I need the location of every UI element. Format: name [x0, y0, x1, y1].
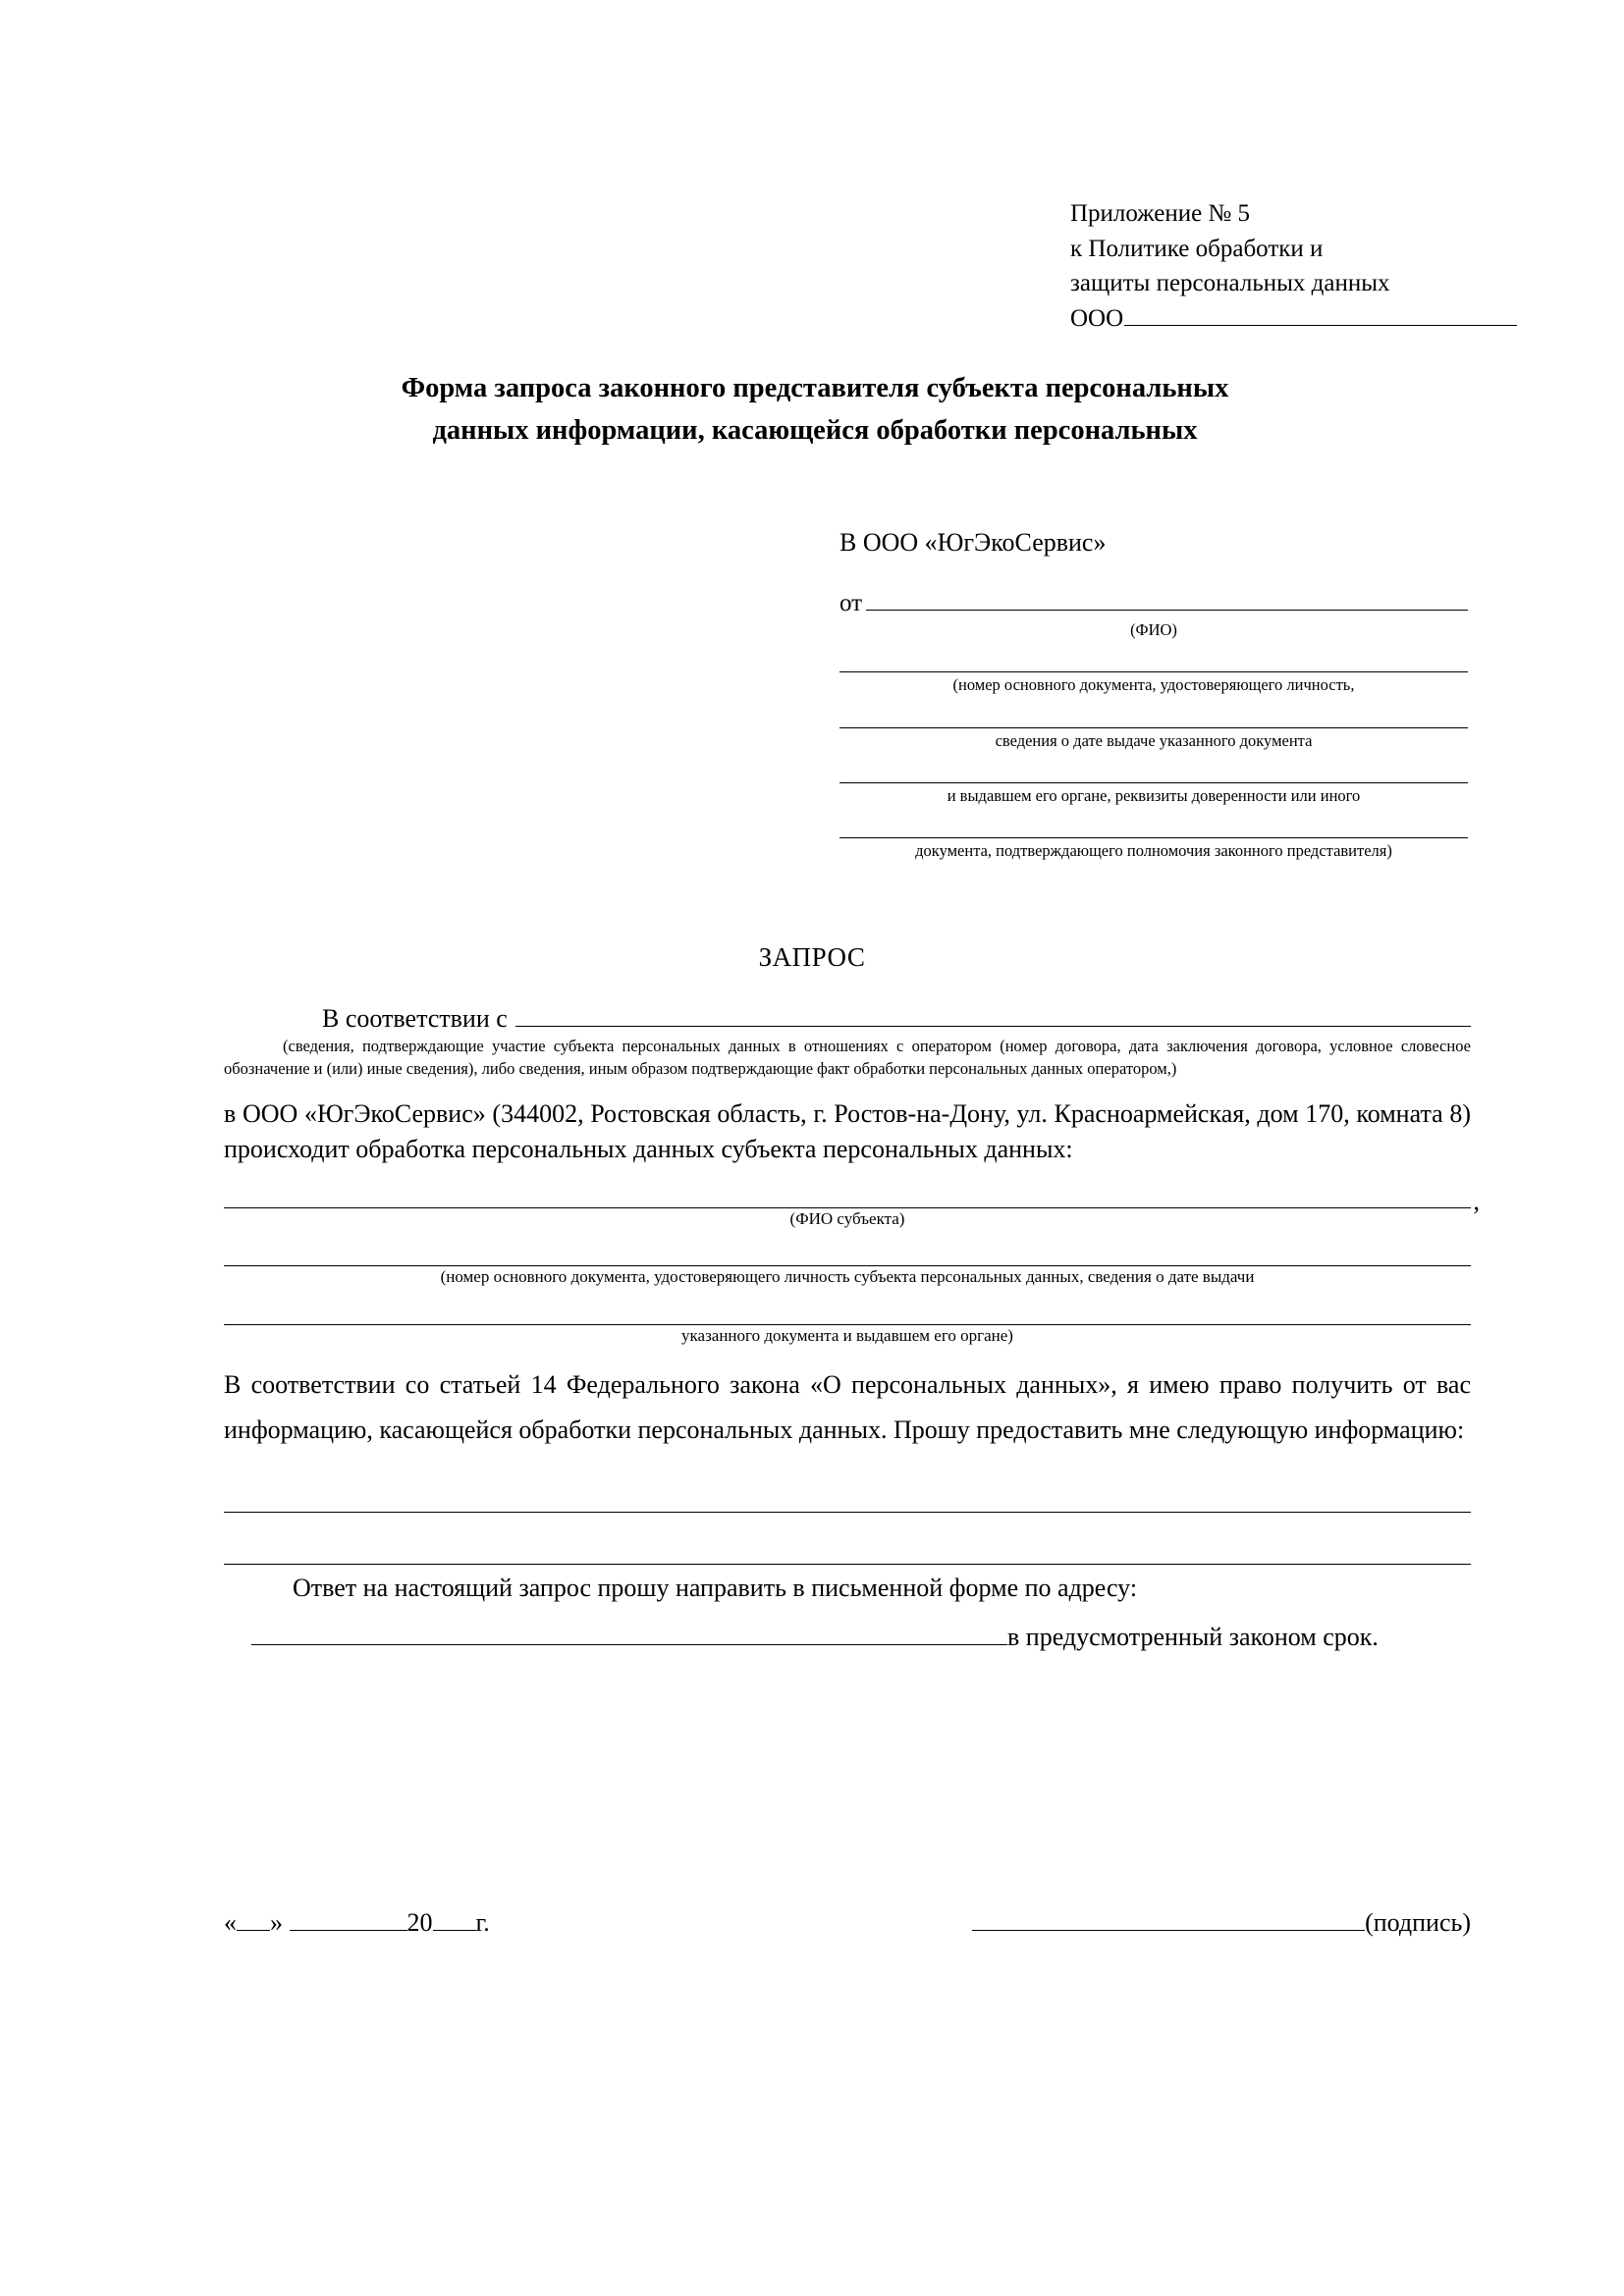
signature-caption: (подпись) — [1365, 1908, 1471, 1937]
doc-authority-blank[interactable] — [839, 816, 1468, 838]
accordance-row — [224, 1001, 1471, 1034]
year-blank[interactable] — [433, 1904, 476, 1931]
org-prefix-label: ООО — [1070, 304, 1124, 332]
org-name-blank[interactable] — [1124, 302, 1517, 326]
doc-issuer-blank[interactable] — [839, 761, 1468, 783]
accordance-note-text: (сведения, подтверждающие участие субъекта персональных данных в отношениях с оператором (номер договора, дата заключения договора, условное словесное обозначение и (или) иные сведения), либо сведения, иным образом подтверждающие факт обработки персональных данных оператором,) — [224, 1036, 1471, 1079]
signature-blank[interactable] — [972, 1904, 1365, 1931]
from-name-blank[interactable] — [866, 585, 1468, 611]
caption-subject-doc-1: (номер основного документа, удостоверяющего личность субъекта персональных данных, сведения о дате выдачи — [440, 1267, 1255, 1287]
caption-subject-fio: (ФИО субъекта) — [789, 1209, 905, 1229]
organization-paragraph: в ООО «ЮгЭкоСервис» (344002, Ростовская область, г. Ростов-на-Дону, ул. Красноармейская, дом 170, комната 8) происходит обработка персональных данных субъекта персональных данных: — [224, 1098, 1471, 1164]
year-suffix: г. — [475, 1908, 490, 1937]
accordance-label: В соответствии с — [322, 1003, 508, 1033]
signature-field — [972, 1904, 1471, 1938]
caption-doc-3: и выдавшем его органе, реквизиты доверенности или иного — [947, 786, 1361, 805]
addressee-company: В ООО «ЮгЭкоСервис» — [839, 528, 1107, 557]
date-close-quote: » — [270, 1908, 283, 1937]
addressee-block — [839, 528, 1468, 862]
document-body — [224, 1001, 1471, 1652]
info-request-blank-1[interactable] — [224, 1486, 1471, 1513]
date-field — [224, 1904, 490, 1938]
caption-doc-1: (номер основного документа, удостоверяющего личность, — [952, 675, 1355, 695]
answer-address-row — [224, 1619, 1471, 1652]
subject-doc-blank[interactable] — [224, 1240, 1471, 1266]
from-label: от — [839, 589, 863, 616]
doc-date-blank[interactable] — [839, 706, 1468, 728]
appendix-header — [1070, 196, 1532, 336]
year-prefix: 20 — [406, 1908, 433, 1937]
appendix-number: Приложение № 5 — [1070, 200, 1251, 227]
caption-doc-4: документа, подтверждающего полномочия законного представителя) — [915, 841, 1392, 861]
signature-row — [224, 1904, 1471, 1938]
caption-doc-2: сведения о дате выдаче указанного документа — [995, 730, 1313, 750]
request-heading: ЗАПРОС — [758, 942, 866, 972]
month-blank[interactable] — [290, 1904, 407, 1931]
info-request-blank-2[interactable] — [224, 1538, 1471, 1565]
caption-subject-doc-2: указанного документа и выдавшем его органе) — [681, 1325, 1013, 1345]
policy-line-2: защиты персональных данных — [1070, 270, 1390, 296]
from-field-row — [839, 585, 1468, 617]
answer-address-blank[interactable] — [251, 1619, 1007, 1645]
caption-fio: (ФИО) — [1130, 619, 1177, 639]
law-paragraph: В соответствии со статьей 14 Федерального закона «О персональных данных», я имею право получить от вас информацию, касающейся обработки персональных данных. Прошу предоставить мне следующую информацию: — [224, 1369, 1471, 1444]
org-name-field — [1070, 301, 1532, 337]
page-title — [226, 368, 1404, 453]
date-open-quote: « — [224, 1908, 237, 1937]
answer-paragraph: Ответ на настоящий запрос прошу направить в письменной форме по адресу: — [293, 1574, 1138, 1603]
doc-number-blank[interactable] — [839, 650, 1468, 672]
title-line-1: Форма запроса законного представителя субъекта персональных — [401, 373, 1229, 403]
title-line-2: данных информации, касающейся обработки персональных — [432, 414, 1198, 446]
day-blank[interactable] — [237, 1904, 270, 1931]
answer-term-tail: в предусмотренный законом срок. — [1007, 1623, 1379, 1652]
accordance-note — [224, 1035, 1471, 1081]
accordance-blank[interactable] — [515, 1001, 1471, 1027]
subject-doc-issuer-blank[interactable] — [224, 1299, 1471, 1325]
policy-line-1: к Политике обработки и — [1070, 235, 1324, 262]
subject-fio-blank[interactable] — [224, 1182, 1471, 1208]
